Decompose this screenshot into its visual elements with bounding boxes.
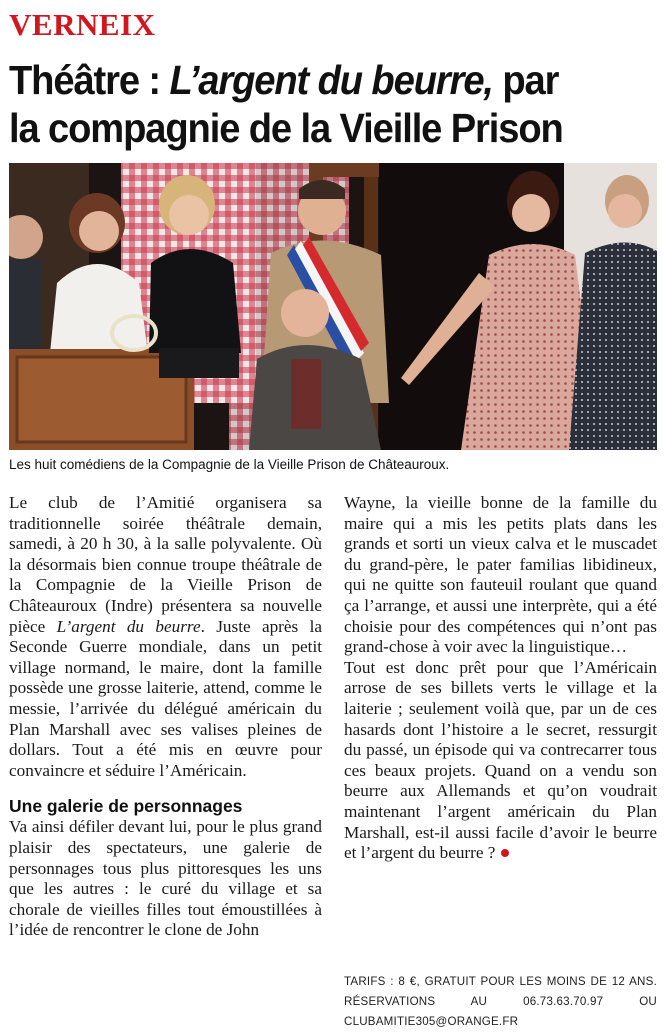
paragraph-1-text-b: . Juste après la Seconde Guerre mondiale, dans un petit village normand, le maire, dont la famille possède une grosse laiterie, attend, comme le messie, l’arrivée du délégué américain du Plan Marshall avec ses valises pleines de dollars. Tout a été mis en œuvre pour convaincre et séduire l’Américain. <box>9 616 322 780</box>
paragraph-3: Wayne, la vieille bonne de la famille du maire qui a mis les petits plats dans les grands et sorti un vieux calva et le muscadet du grand-père, le pater familias libidineux, qui ne quitte son fauteuil roulant que quand ça l’arrange, et aussi une interprète, qui a été choisie pour des compétences qui n’ont pas grand-chose à voir avec la linguistique… <box>344 493 657 657</box>
section-kicker: VERNEIX <box>9 7 156 42</box>
paragraph-2: Va ainsi défiler devant lui, pour le plus grand plaisir des spectateurs, une galerie de personnages tous plus pittoresques les uns que les autres : le curé du village et sa chorale de vieilles filles tout émoustillées à l’idée de rencontrer le clone de John <box>9 817 322 940</box>
paragraph-1-text-a: Le club de l’Amitié organisera sa traditionnelle soirée théâtrale demain, samedi, à 20 h 30, à la salle polyvalente. Où la désormais bien connue troupe théâtrale de la Compagnie de la Vieille Prison de Châteauroux (Indre) présentera sa nouvelle pièce <box>9 493 322 636</box>
play-title-inline: L’argent du beurre <box>56 616 201 636</box>
tarifs-info: TARIFS : 8 €, GRATUIT POUR LES MOINS DE 12 ANS. RÉSERVATIONS AU 06.73.63.70.97 OU CLUBAMITIE305@ORANGE.FR <box>344 975 657 1028</box>
theatre-actors-photo <box>9 163 657 450</box>
headline-play-title: L’argent du beurre, <box>169 57 493 103</box>
article-column-1 <box>9 493 322 941</box>
headline-part2: par <box>492 57 559 103</box>
headline-part1: Théâtre : <box>9 57 170 103</box>
headline <box>9 56 614 152</box>
photo-illustration <box>9 163 657 450</box>
paragraph-4-text: Tout est donc prêt pour que l’Américain arrose de ses billets verts le village et la laiterie ; seulement voilà que, par un de ces hasards dont l’histoire a le secret, ressurgit du passé, un épisode qui va contrecarrer tous ces beaux projets. Quand on a vendu son beurre aux Allemands et qu’on voudrait maintenant l’argent américain du Plan Marshall, est-il aussi facile d’avoir le beurre et l’argent du beurre ? <box>344 657 657 863</box>
article-column-2 <box>344 493 657 864</box>
paragraph-4 <box>344 658 657 864</box>
headline-line2: la compagnie de la Vieille Prison <box>9 105 563 151</box>
photo-caption: Les huit comédiens de la Compagnie de la Vieille Prison de Châteauroux. <box>9 457 450 472</box>
end-of-article-dot-icon <box>501 849 509 857</box>
subheading: Une galerie de personnages <box>9 796 243 817</box>
paragraph-1 <box>9 493 322 781</box>
